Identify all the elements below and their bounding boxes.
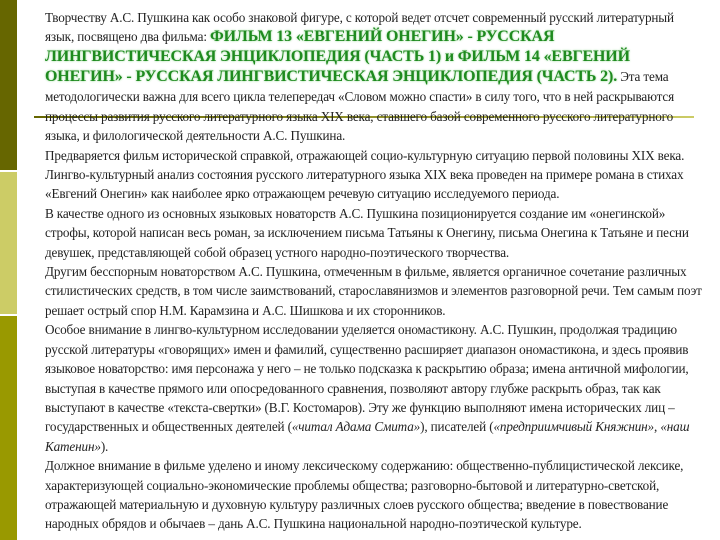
onomastics-mid: ), писателей ( [420,419,494,435]
paragraph-lexicon: Должное внимание в фильме уделено и иному лексическому содержанию: общественно-публицистической лексике, характеризующей социально-экономические проблемы общества; разговорно-бытовой и литературно-светской, отражающей материальную и духовную культуру различных слоев русского общества; введение в повествование народных обрядов и обычаев – дань А.С. Пушкина национальной народно-поэтической культуре. [45,458,684,532]
paragraph-history: Предваряется фильм исторической справкой, отражающей социо-культурную ситуацию первой половины XIX века. Лингво-культурный анализ состояния русского литературного языка XIX века проведен на примере романа в стихах «Евгений Онегин» как наиболее ярко отражающем речевую ситуацию исследуемого периода. [45,147,685,202]
onomastics-text: Особое внимание в лингво-культурном исследовании уделяется ономастикону. А.С. Пушкин, продолжая традицию русской литературы «говорящих» имен и фамилий, существенно расширяет диапазон ономастикона, и здесь проявив языковое новаторство: имя персонажа у него – не только подсказка к раскрытию образа; имена античной мифологии, выступая в качестве прямого или опосредованного сравнения, позволяют автору глубже раскрыть образ, так как выступают в качестве «текста-свертки» (В.Г. Костомаров). Эту же функцию выполняют имена исторических лиц – государственных и общественных деятелей ( [45,322,689,435]
onomastics-comma: , [654,419,661,435]
document-body [45,8,705,534]
quote-smith: «читал Адама Смита» [291,419,421,435]
intro-paragraph [45,8,705,146]
decorative-stripe-top [0,0,17,170]
paragraph-styles: Другим бесспорным новаторством А.С. Пушкина, отмеченным в фильме, является органичное сочетание различных стилистических средств, в том числе заимствований, старославянизмов и элементов разговорной речи. Тем самым поэт решает острый спор Н.М. Карамзина и А.С. Шишкова и их сторонников. [45,264,702,318]
decorative-stripe-bottom [0,316,17,540]
decorative-stripe-middle [0,172,17,314]
quote-katenin: «наш Катенин» [45,419,690,454]
paragraph-stanza: В качестве одного из основных языковых новаторств А.С. Пушкина позиционируется создание им «онегинской» строфы, которой написан весь роман, за исключением письма Татьяны к Онегину, письма Онегина к Татьяне и песни девушек, представляющей собой образец устного народно-поэтического творчества. [45,205,689,260]
quote-knyazhnin: «предприимчивый Княжнин» [493,419,655,435]
intro-tail: Эта тема методологически важна для всего цикла телепередач «Словом можно спасти» в силу того, что в ней раскрываются процессы развития русского литературного языка XIX века, ставшего базой современного русского литературного языка, и филологической деятельности А.С. Пушкина. [45,69,674,144]
intro-lead: Творчеству А.С. Пушкина как особо знаковой фигуре, с которой ведет отсчет современный русский литературный язык, посвящено два фильма: [45,10,674,45]
onomastics-end: ). [100,438,109,454]
paragraph-onomastics [45,320,705,456]
film-titles-highlight: ФИЛЬМ 13 «ЕВГЕНИЙ ОНЕГИН» - РУССКАЯ ЛИНГВИСТИЧЕСКАЯ ЭНЦИКЛОПЕДИЯ (ЧАСТЬ 1) и ФИЛЬМ 14 «ЕВГЕНИЙ ОНЕГИН» - РУССКАЯ ЛИНГВИСТИЧЕСКАЯ ЭНЦИКЛОПЕДИЯ (ЧАСТЬ 2). [45,28,630,86]
